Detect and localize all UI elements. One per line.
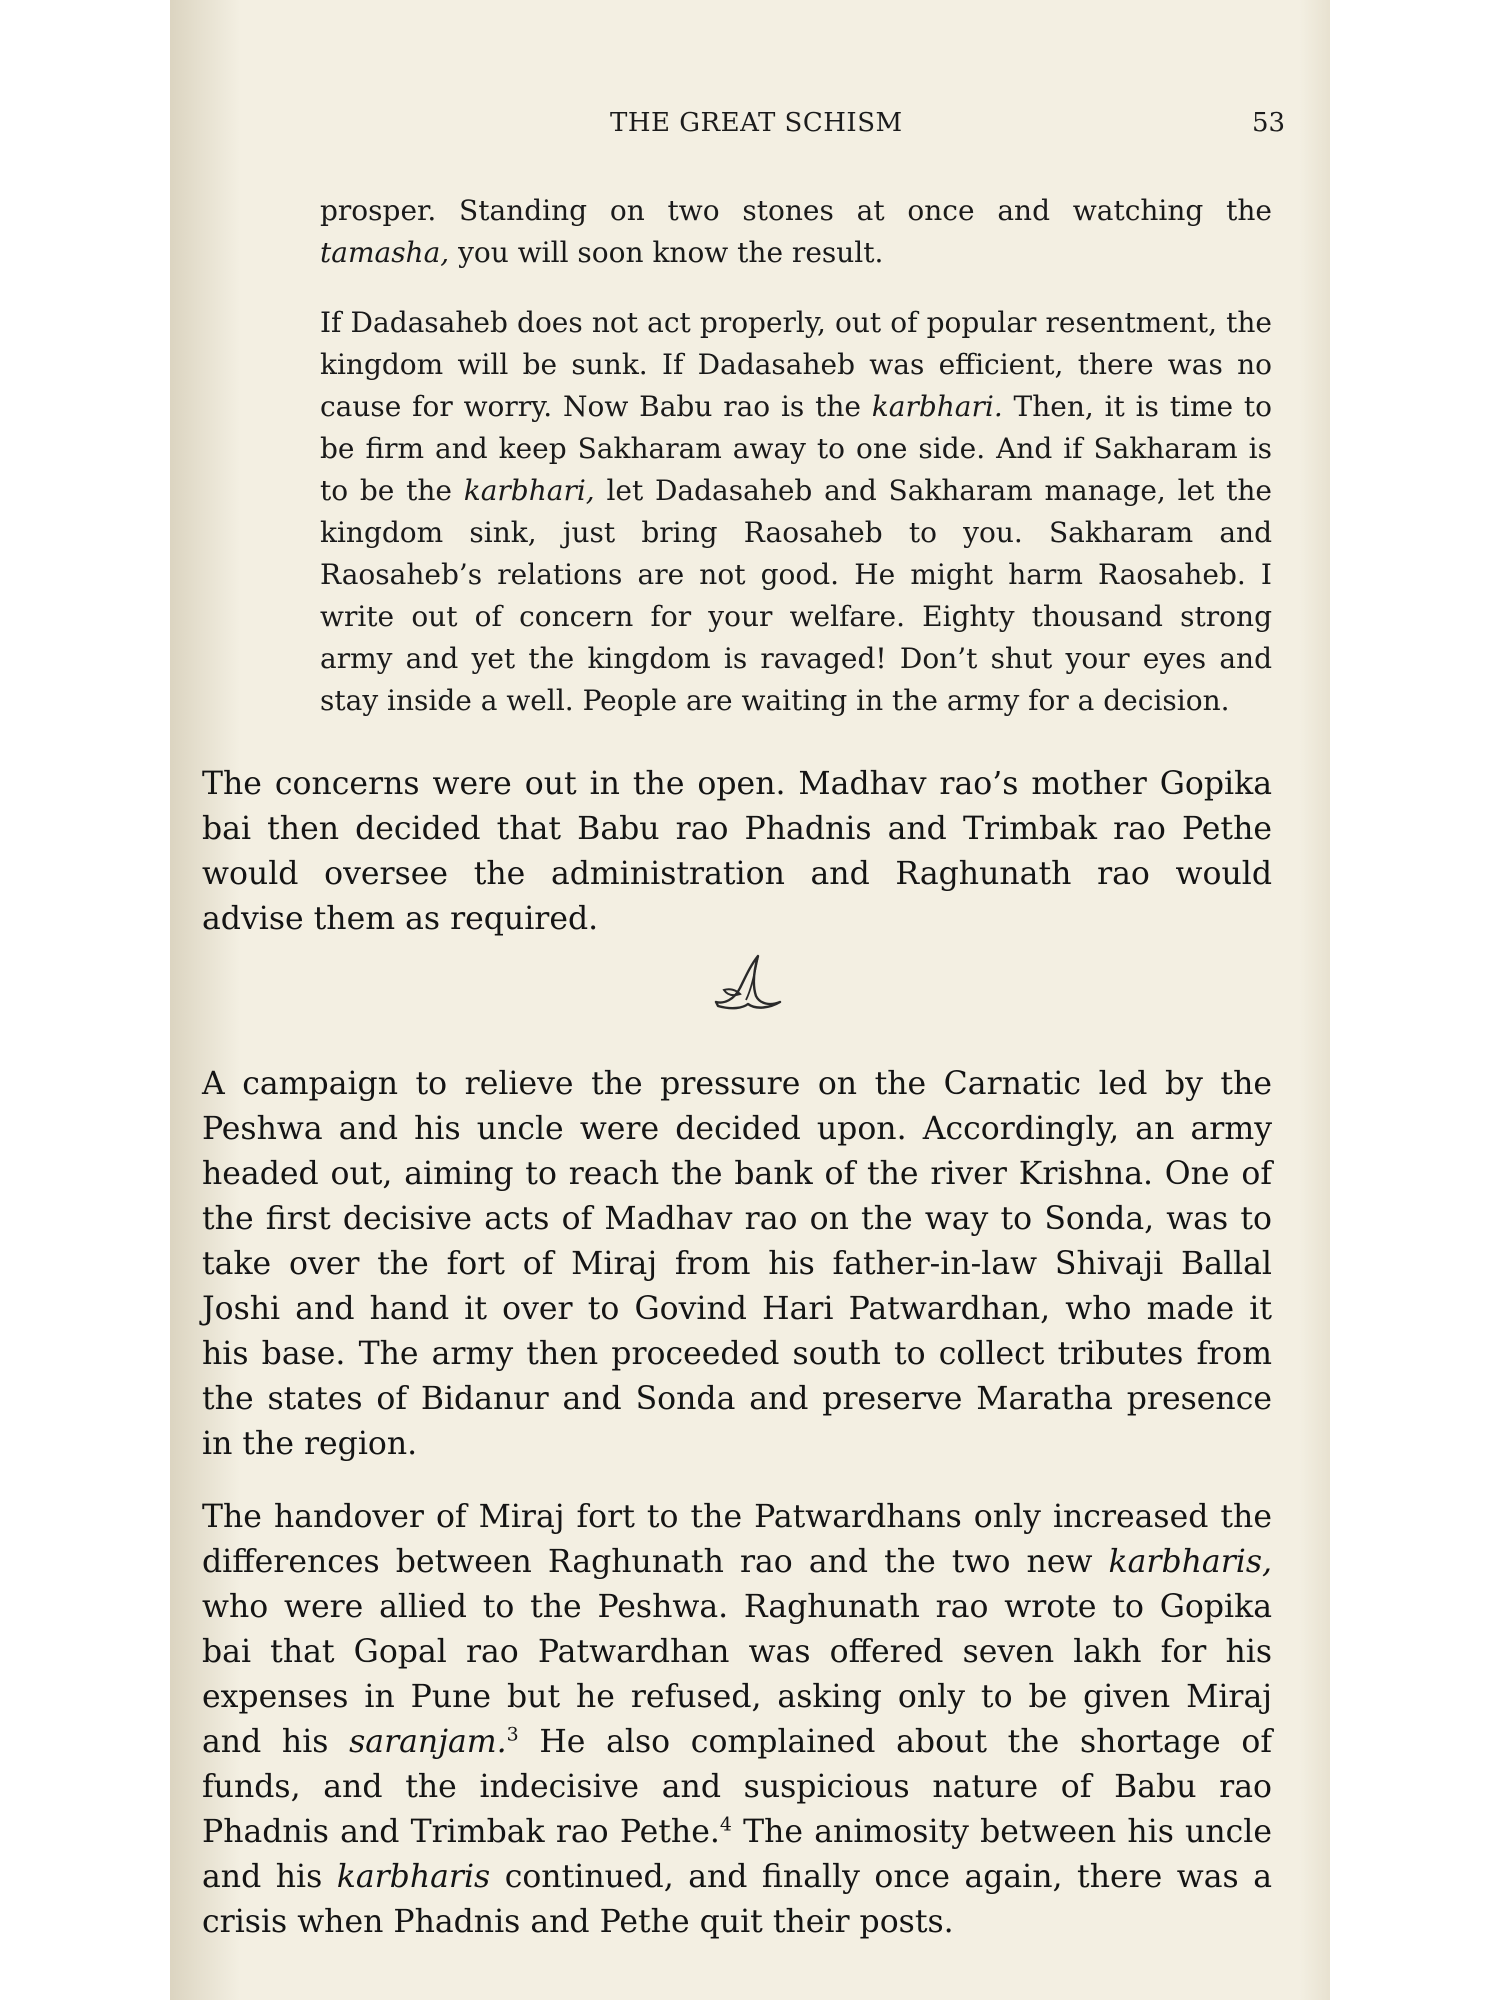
italic-term: karbhari, (463, 474, 595, 507)
italic-term: saranjam. (349, 1724, 507, 1760)
running-header-title: THE GREAT SCHISM (610, 108, 903, 138)
footnote-ref-4[interactable]: 4 (719, 1813, 732, 1836)
quote-paragraph-2: If Dadasaheb does not act properly, out of popular resentment, the kingdom will be sunk. If Dadasaheb was efficient, there was no cause for worry. Now Babu rao is the karbhari. Then, it is time to be firm and keep Sakharam away to one side. And if Sakharam is to be the karbhari, let Dadasaheb and Sakharam manage, let the kingdom sink, just bring Raosaheb to you. Sakharam and Raosaheb’s relations are not good. He might harm Raosaheb. I write out of concern for your welfare. Eighty thousand strong army and yet the kingdom is ravaged! Don’t shut your eyes and stay inside a well. People are waiting in the army for a decision. (320, 306, 1272, 717)
page-number: 53 (1252, 108, 1286, 138)
block-quote (320, 190, 1272, 750)
body-paragraph-3: The handover of Miraj fort to the Patwardhans only increased the differences between Raghunath rao and the two new karbharis, who were allied to the Peshwa. Raghunath rao wrote to Gopika bai that Gopal rao Patwardhan was offered seven lakh for his expenses in Pune but he refused, asking only to be given Miraj and his saranjam.$^3$ He also complained about the shortage of funds, and the indecisive and suspicious nature of Babu rao Phadnis and Trimbak rao Pethe.$^4$ The animosity between his uncle and his karbharis continued, and finally once again, there was a crisis when Phadnis and Pethe quit their posts. (202, 1499, 1272, 1940)
footnote-ref-3[interactable]: 3 (506, 1723, 519, 1746)
italic-term: karbhari. (871, 390, 1003, 423)
quote-paragraph-1: prosper. Standing on two stones at once and watching the tamasha, you will soon know the result. (320, 194, 1272, 269)
book-page (170, 0, 1330, 2000)
body-section-1 (202, 762, 1272, 942)
body-section-2 (202, 1062, 1272, 1945)
italic-term: tamasha, (320, 236, 450, 269)
body-paragraph-1: The concerns were out in the open. Madhav rao’s mother Gopika bai then decided that Babu rao Phadnis and Trimbak rao Pethe would oversee the administration and Raghunath rao would advise them as required. (202, 766, 1272, 937)
italic-term: karbharis (336, 1859, 491, 1895)
body-paragraph-2: A campaign to relieve the pressure on the Carnatic led by the Peshwa and his uncle were decided upon. Accordingly, an army headed out, aiming to reach the bank of the river Krishna. One of the first decisive acts of Madhav rao on the way to Sonda, was to take over the fort of Miraj from his father-in-law Shivaji Ballal Joshi and hand it over to Govind Hari Patwardhan, who made it his base. The army then proceeded south to collect tributes from the states of Bidanur and Sonda and preserve Maratha presence in the region. (202, 1066, 1272, 1462)
italic-term: karbharis, (1108, 1544, 1272, 1580)
section-break-flourish-icon (710, 948, 786, 1014)
